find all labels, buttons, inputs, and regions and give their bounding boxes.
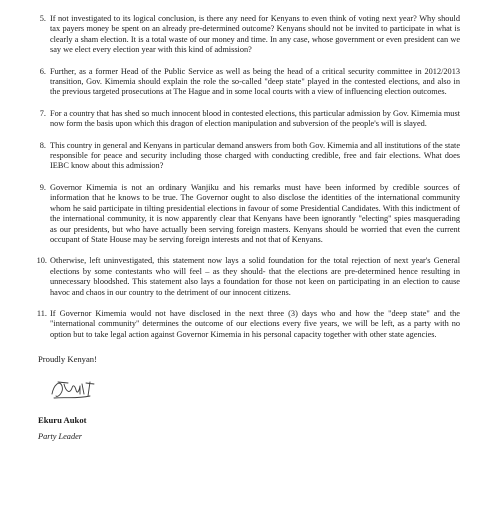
item-text: Otherwise, left uninvestigated, this statement now lays a solid foundation for the total rejection of next year's General elections by some contestants who will feel – as they should- that the elections are pre-determined hence resulting in unnecessary bloodshed. This statement also lays a foundation for those not keen on participating in an election to cause havoc and chaos in our country to the detriment of our innocent citizens. xyxy=(50,256,460,297)
list-item-7 xyxy=(38,109,460,130)
list-item-5 xyxy=(38,14,460,56)
closing-line: Proudly Kenyan! xyxy=(38,354,97,365)
item-number: 9. xyxy=(39,182,46,192)
item-number: 5. xyxy=(39,14,46,23)
item-text: If Governor Kimemia would not have disclosed in the next three (3) days who and how the "deep state" and the "international community" determines the outcome of our elections every five years, we will be left, as a party with no option but to take legal action against Governor Kimemia in his personal capacity together with other state agencies. xyxy=(50,308,460,339)
list-item-8 xyxy=(38,141,460,172)
list-item-9 xyxy=(38,183,460,245)
signatory-name: Ekuru Aukot xyxy=(38,415,87,426)
list-item-6 xyxy=(38,67,460,98)
item-text: For a country that has shed so much innocent blood in contested elections, this particular admission by Gov. Kimemia must now form the basis upon which this dragon of election manipulation and subversion of the people's will is slayed. xyxy=(50,108,460,129)
item-number: 6. xyxy=(39,66,46,76)
item-text: This country in general and Kenyans in particular demand answers from both Gov. Kimemia and all institutions of the state responsible for peace and security including those charged with conducting credible, free and fair elections. What does IEBC know about this admission? xyxy=(50,140,460,171)
item-text: Further, as a former Head of the Public Service as well as being the head of a critical security committee in 2012/2013 transition, Gov. Kimemia should explain the role the so-called "deep state" played in the contested elections, and also in the previous targeted prosecutions at The Hague and in some local courts with a view of influencing election outcomes. xyxy=(50,66,460,97)
signatory-role: Party Leader xyxy=(38,432,83,442)
item-number: 10. xyxy=(36,256,47,266)
item-number: 11. xyxy=(36,308,47,318)
list-item-10 xyxy=(38,256,460,298)
signature-image xyxy=(46,374,106,404)
item-number: 7. xyxy=(39,108,46,118)
item-text: Governor Kimemia is not an ordinary Wanjiku and his remarks must have been informed by credible sources of information that he knows to be true. The Governor ought to also disclose the identities of the international community whom he said participate in tilting presidential elections in favour of some Presidential Candidates. With this indictment of the international community, it is now apparently clear that Kenyans have been ignorantly "electing" spies masquerading as our presidents, but who have actually been serving foreign masters. Kenyans should be worried that even the current occupant of State House may be serving foreign interests and not that of Kenyans. xyxy=(50,182,460,244)
list-item-11 xyxy=(38,309,460,340)
item-text: If not investigated to its logical conclusion, is there any need for Kenyans to even think of voting next year? Why should tax payers money be spent on an already pre-determined outcome? Kenyans should not be invited to participate in what is clearly a sham election. It is a total waste of our money and time. In any case, whose government or even president can we say we elect every election year with this kind of admission? xyxy=(50,14,460,55)
item-number: 8. xyxy=(39,140,46,150)
